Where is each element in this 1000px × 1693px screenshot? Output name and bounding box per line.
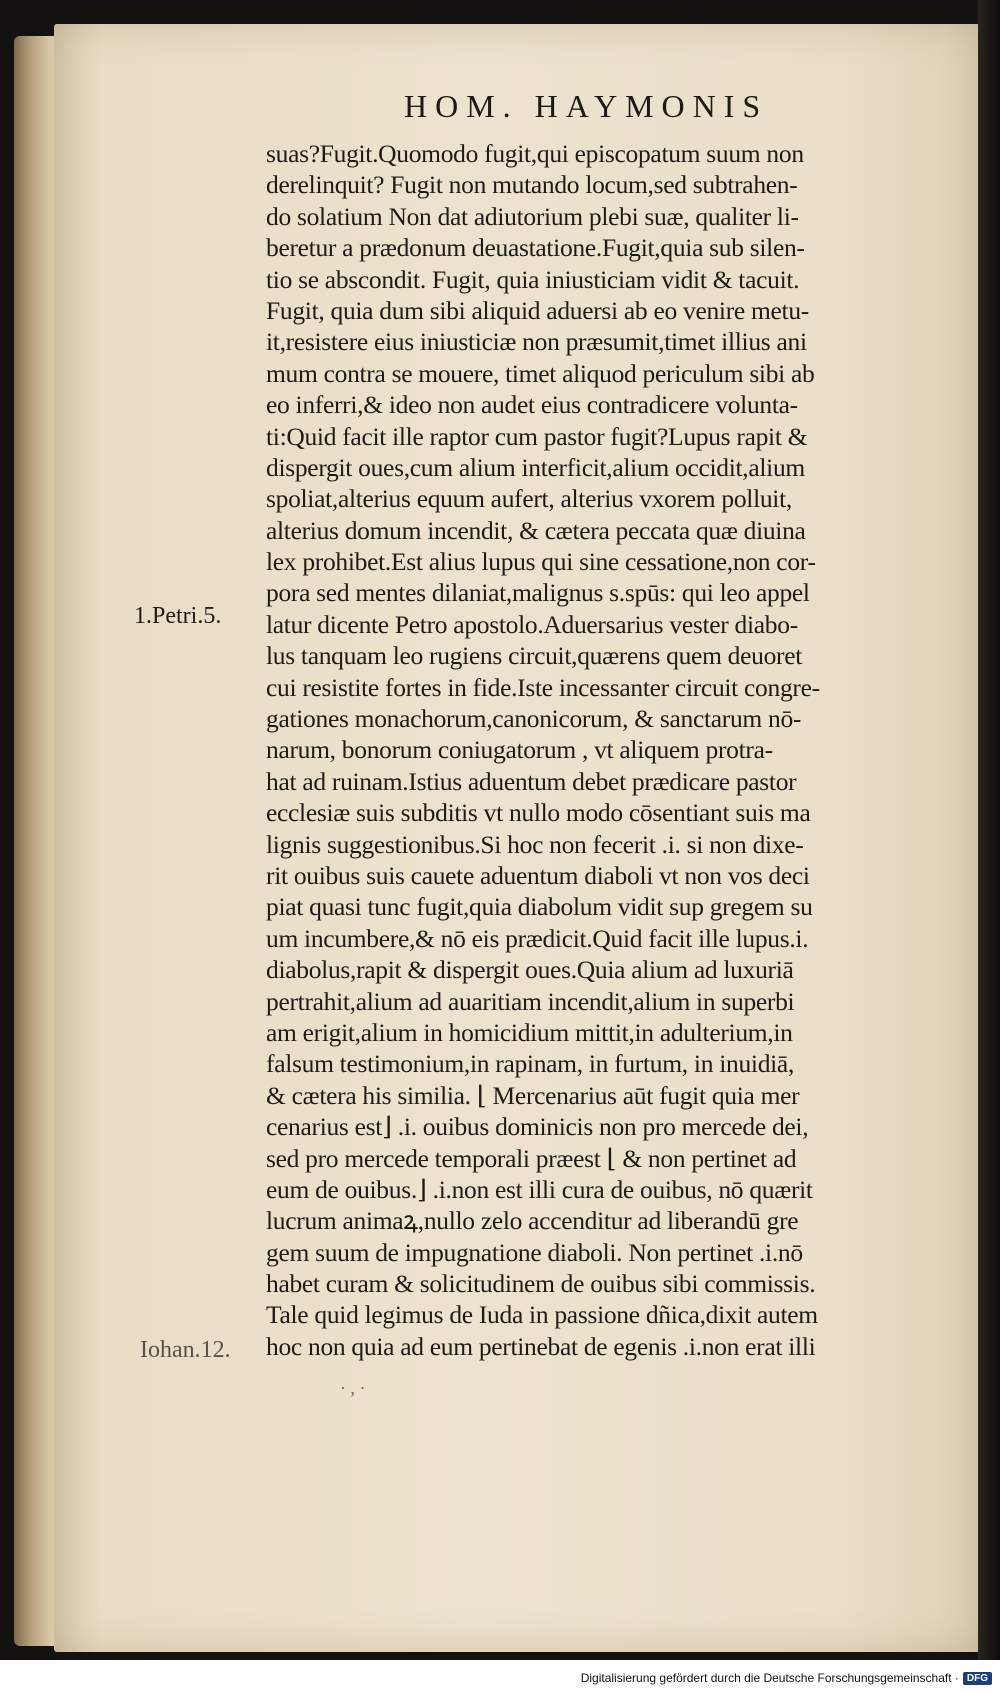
text-line: piat quasi tunc fugit,quia diabolum vidit sup gregem su — [266, 892, 813, 922]
text-line: am erigit,alium in homicidium mittit,in adulterium,in — [266, 1017, 793, 1047]
text-line: it,resistere eius iniusticiæ non præsumit,timet illius ani — [266, 327, 807, 357]
book-edge — [978, 0, 1000, 1660]
text-line: cenarius est⌋ .i. ouibus dominicis non pro mercede dei, — [266, 1112, 809, 1142]
text-line: suas?Fugit.Quomodo fugit,qui episcopatum suum non — [266, 139, 804, 168]
text-line: spoliat,alterius equum aufert, alterius vxorem polluit, — [266, 484, 792, 514]
text-line: lus tanquam leo rugiens circuit,quærens quem deuoret — [266, 641, 803, 671]
text-line: pertrahit,alium ad auaritiam incendit,alium in superbi — [266, 986, 795, 1016]
footer-credit: Digitalisierung gefördert durch die Deutsche Forschungsgemeinschaft · — [580, 1671, 959, 1685]
text-line: hoc non quia ad eum pertinebat de egenis .i.non erat illi — [266, 1331, 816, 1361]
text-line: eo inferri,& ideo non audet eius contradicere volunta- — [266, 390, 798, 420]
dfg-logo-icon: DFG — [963, 1672, 992, 1685]
text-line: gationes monachorum,canonicorum, & sanctarum nō- — [266, 704, 802, 734]
ink-specks: · , · — [340, 1378, 366, 1398]
text-line: lex prohibet.Est alius lupus qui sine cessatione,non cor- — [266, 547, 816, 577]
running-head: HOM. HAYMONIS — [404, 88, 769, 124]
text-line: narum, bonorum coniugatorum , vt aliquem protra- — [266, 735, 773, 765]
text-line: gem suum de impugnatione diaboli. Non pertinet .i.nō — [266, 1237, 803, 1267]
text-line: falsum testimonium,in rapinam, in furtum, in inuidiā, — [266, 1049, 795, 1079]
text-line: beretur a prædonum deuastatione.Fugit,quia sub silen- — [266, 233, 805, 263]
text-line: lucrum animaꝝ,nullo zelo accenditur ad liberandū gre — [266, 1206, 799, 1236]
text-line: do solatium Non dat adiutorium plebi suæ, qualiter li- — [266, 201, 799, 231]
text-line: Tale quid legimus de Iuda in passione dñica,dixit autem — [266, 1300, 818, 1330]
text-line: cui resistite fortes in fide.Iste incessanter circuit congre- — [266, 672, 820, 702]
body-text — [266, 138, 976, 1362]
text-line: hat ad ruinam.Istius aduentum debet prædicare pastor — [266, 766, 797, 796]
text-line: derelinquit? Fugit non mutando locum,sed subtrahen- — [266, 170, 798, 200]
text-line: eum de ouibus.⌋ .i.non est illi cura de ouibus, nō quærit — [266, 1174, 813, 1204]
text-line: sed pro mercede temporali præest ⌊ & non pertinet ad — [266, 1143, 797, 1173]
text-line: & cætera his similia. ⌊ Mercenarius aūt fugit quia mer — [266, 1080, 800, 1110]
text-line: habet curam & solicitudinem de ouibus sibi commissis. — [266, 1269, 816, 1299]
text-line: Fugit, quia dum sibi aliquid aduersi ab eo venire metu- — [266, 295, 809, 325]
margin-note-iohan: Iohan.12. — [140, 1337, 231, 1363]
text-line: um incumbere,& nō eis prædicit.Quid facit ille lupus.i. — [266, 923, 809, 953]
text-line: tio se abscondit. Fugit, quia iniusticiam vidit & tacuit. — [266, 264, 800, 294]
text-line: ti:Quid facit ille raptor cum pastor fugit?Lupus rapit & — [266, 421, 808, 451]
text-line: diabolus,rapit & dispergit oues.Quia alium ad luxuriā — [266, 955, 794, 985]
text-line: latur dicente Petro apostolo.Aduersarius vester diabo- — [266, 609, 798, 639]
text-line: lignis suggestionibus.Si hoc non fecerit .i. si non dixe- — [266, 829, 804, 859]
text-line: dispergit oues,cum alium interficit,alium occidit,alium — [266, 452, 805, 482]
text-line: ecclesiæ suis subditis vt nullo modo cōsentiant suis ma — [266, 798, 811, 828]
digitization-footer — [581, 1671, 992, 1685]
text-line: pora sed mentes dilaniat,malignus s.spūs: qui leo appel — [266, 578, 810, 608]
margin-note-petri: 1.Petri.5. — [134, 603, 222, 629]
text-line: alterius domum incendit, & cætera peccata quæ diuina — [266, 515, 806, 545]
text-line: rit ouibus suis cauete aduentum diaboli vt non vos deci — [266, 860, 810, 890]
text-line: mum contra se mouere, timet aliquod periculum sibi ab — [266, 358, 815, 388]
